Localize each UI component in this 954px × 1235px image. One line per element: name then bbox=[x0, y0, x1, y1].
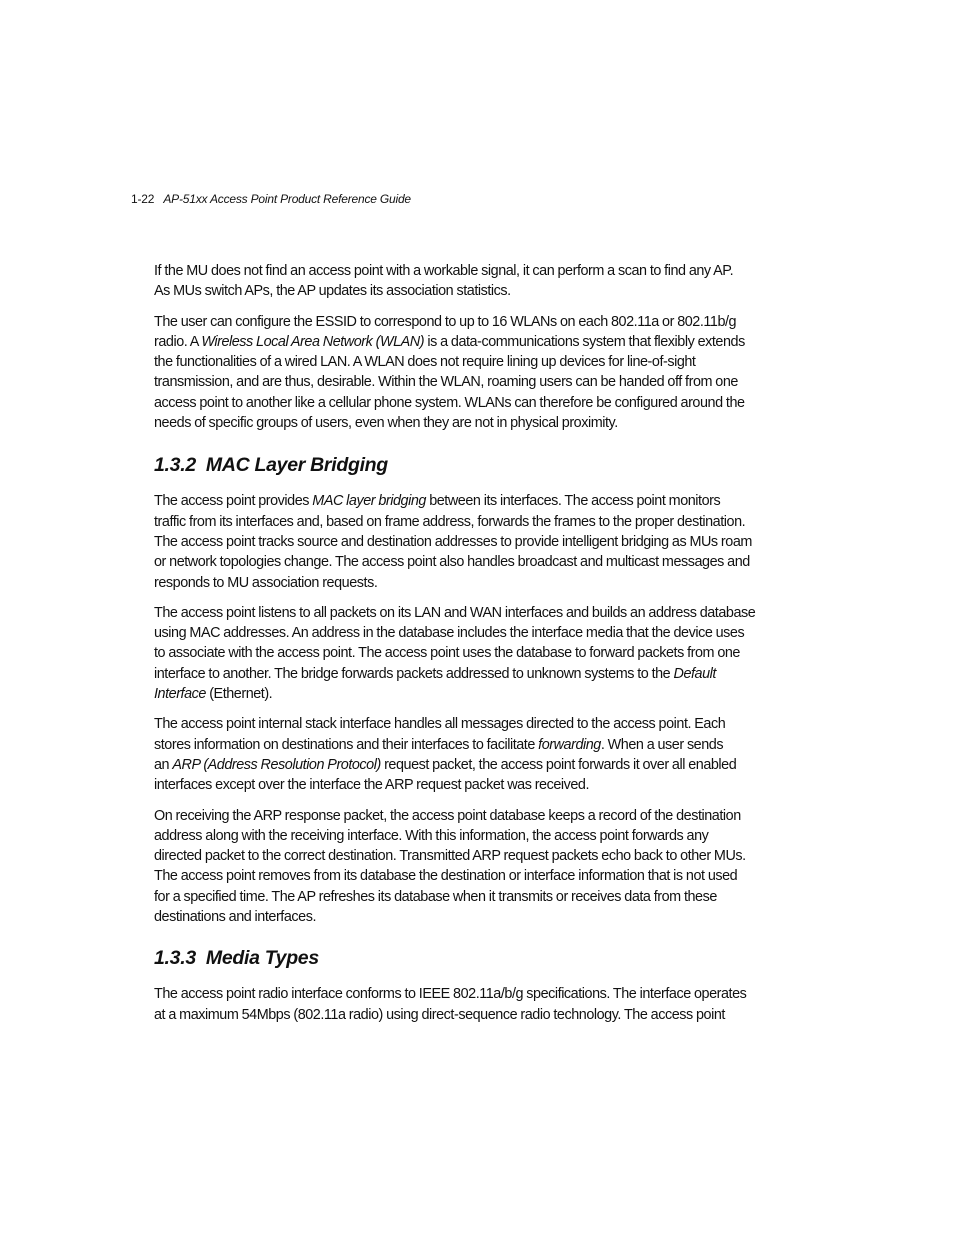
mac-bridging-term: MAC layer bridging bbox=[312, 493, 426, 510]
text-line: at a maximum 54Mbps (802.11a radio) using direct-sequence radio technology. The access point bbox=[154, 1006, 725, 1023]
text-line: or network topologies change. The access point also handles broadcast and multicast messages and bbox=[154, 554, 750, 571]
text-line bbox=[154, 735, 772, 755]
text-line: As MUs switch APs, the AP updates its association statistics. bbox=[154, 283, 511, 300]
text-run: is a data-communications system that flexibly extends bbox=[424, 333, 745, 350]
text-line: interfaces except over the interface the ARP request packet was received. bbox=[154, 777, 590, 794]
text-line: The access point removes from its database the destination or interface information that is not used bbox=[154, 868, 738, 885]
text-line: access point to another like a cellular phone system. WLANs can therefore be configured around the bbox=[154, 394, 745, 411]
text-run: . When a user sends bbox=[600, 736, 724, 753]
text-line: directed packet to the correct destination. Transmitted ARP request packets echo back to other MUs. bbox=[154, 848, 746, 865]
text-line: the functionalities of a wired LAN. A WLAN does not require lining up devices for line-of-sight bbox=[154, 354, 696, 371]
text-run: an bbox=[154, 756, 173, 773]
text-line: If the MU does not find an access point with a workable signal, it can perform a scan to find any AP. bbox=[154, 263, 734, 279]
page-number: 1-22 bbox=[131, 192, 155, 206]
intro-paragraph-1 bbox=[154, 261, 772, 302]
text-line: for a specified time. The AP refreshes its database when it transmits or receives data from these bbox=[154, 888, 717, 905]
interface-term: Interface bbox=[154, 686, 206, 703]
wlan-term: Wireless Local Area Network (WLAN) bbox=[201, 333, 425, 350]
text-line: The access point internal stack interface handles all messages directed to the access point. Each bbox=[154, 716, 726, 733]
text-run: stores information on destinations and their interfaces to facilitate bbox=[154, 736, 539, 753]
text-line: using MAC addresses. An address in the database includes the interface media that the device uses bbox=[154, 625, 745, 642]
section-title: Media Types bbox=[205, 947, 319, 970]
section-heading-media-types bbox=[154, 947, 772, 970]
media-types-paragraph-1 bbox=[154, 984, 772, 1025]
section-number: 1.3.2 bbox=[154, 454, 196, 477]
document-title: AP-51xx Access Point Product Reference Guide bbox=[163, 192, 411, 206]
bridging-paragraph-1 bbox=[154, 491, 772, 592]
bridging-paragraph-4 bbox=[154, 806, 772, 928]
text-line: The user can configure the ESSID to correspond to up to 16 WLANs on each 802.11a or 802.11b/g bbox=[154, 313, 737, 330]
arp-term: ARP (Address Resolution Protocol) bbox=[172, 756, 381, 773]
bridging-paragraph-3 bbox=[154, 714, 772, 795]
text-line: address along with the receiving interface. With this information, the access point forwards any bbox=[154, 827, 709, 844]
text-line: destinations and interfaces. bbox=[154, 909, 316, 926]
text-run: radio. A bbox=[154, 333, 202, 350]
text-line bbox=[154, 664, 772, 684]
text-run: interface to another. The bridge forwards packets addressed to unknown systems to the bbox=[154, 665, 674, 682]
text-line: The access point radio interface conforms to IEEE 802.11a/b/g specifications. The interface operates bbox=[154, 986, 747, 1003]
section-heading-mac-layer-bridging bbox=[154, 454, 772, 477]
text-line bbox=[154, 332, 772, 352]
text-line: transmission, and are thus, desirable. Within the WLAN, roaming users can be handed off from one bbox=[154, 374, 738, 391]
text-line bbox=[154, 684, 772, 704]
text-line: The access point tracks source and destination addresses to provide intelligent bridging as MUs roam bbox=[154, 533, 752, 550]
running-header bbox=[131, 192, 411, 206]
bridging-paragraph-2 bbox=[154, 603, 772, 704]
text-run: The access point provides bbox=[154, 493, 313, 510]
forwarding-term: forwarding bbox=[538, 736, 601, 753]
section-title: MAC Layer Bridging bbox=[205, 454, 388, 477]
text-line bbox=[154, 491, 772, 511]
text-line: traffic from its interfaces and, based on frame address, forwards the frames to the proper destination. bbox=[154, 513, 746, 530]
text-line: On receiving the ARP response packet, the access point database keeps a record of the destination bbox=[154, 807, 741, 824]
text-line: The access point listens to all packets on its LAN and WAN interfaces and builds an address database bbox=[154, 604, 756, 621]
text-run: between its interfaces. The access point monitors bbox=[425, 493, 721, 510]
text-line: to associate with the access point. The access point uses the database to forward packets from one bbox=[154, 645, 740, 662]
text-run: request packet, the access point forwards it over all enabled bbox=[380, 756, 737, 773]
text-line: responds to MU association requests. bbox=[154, 574, 378, 591]
page-body bbox=[154, 261, 772, 1035]
text-line bbox=[154, 755, 772, 775]
text-run: (Ethernet). bbox=[205, 686, 273, 703]
intro-paragraph-2 bbox=[154, 312, 772, 434]
text-line: needs of specific groups of users, even when they are not in physical proximity. bbox=[154, 415, 618, 432]
default-term: Default bbox=[673, 665, 716, 682]
section-number: 1.3.3 bbox=[154, 947, 196, 970]
